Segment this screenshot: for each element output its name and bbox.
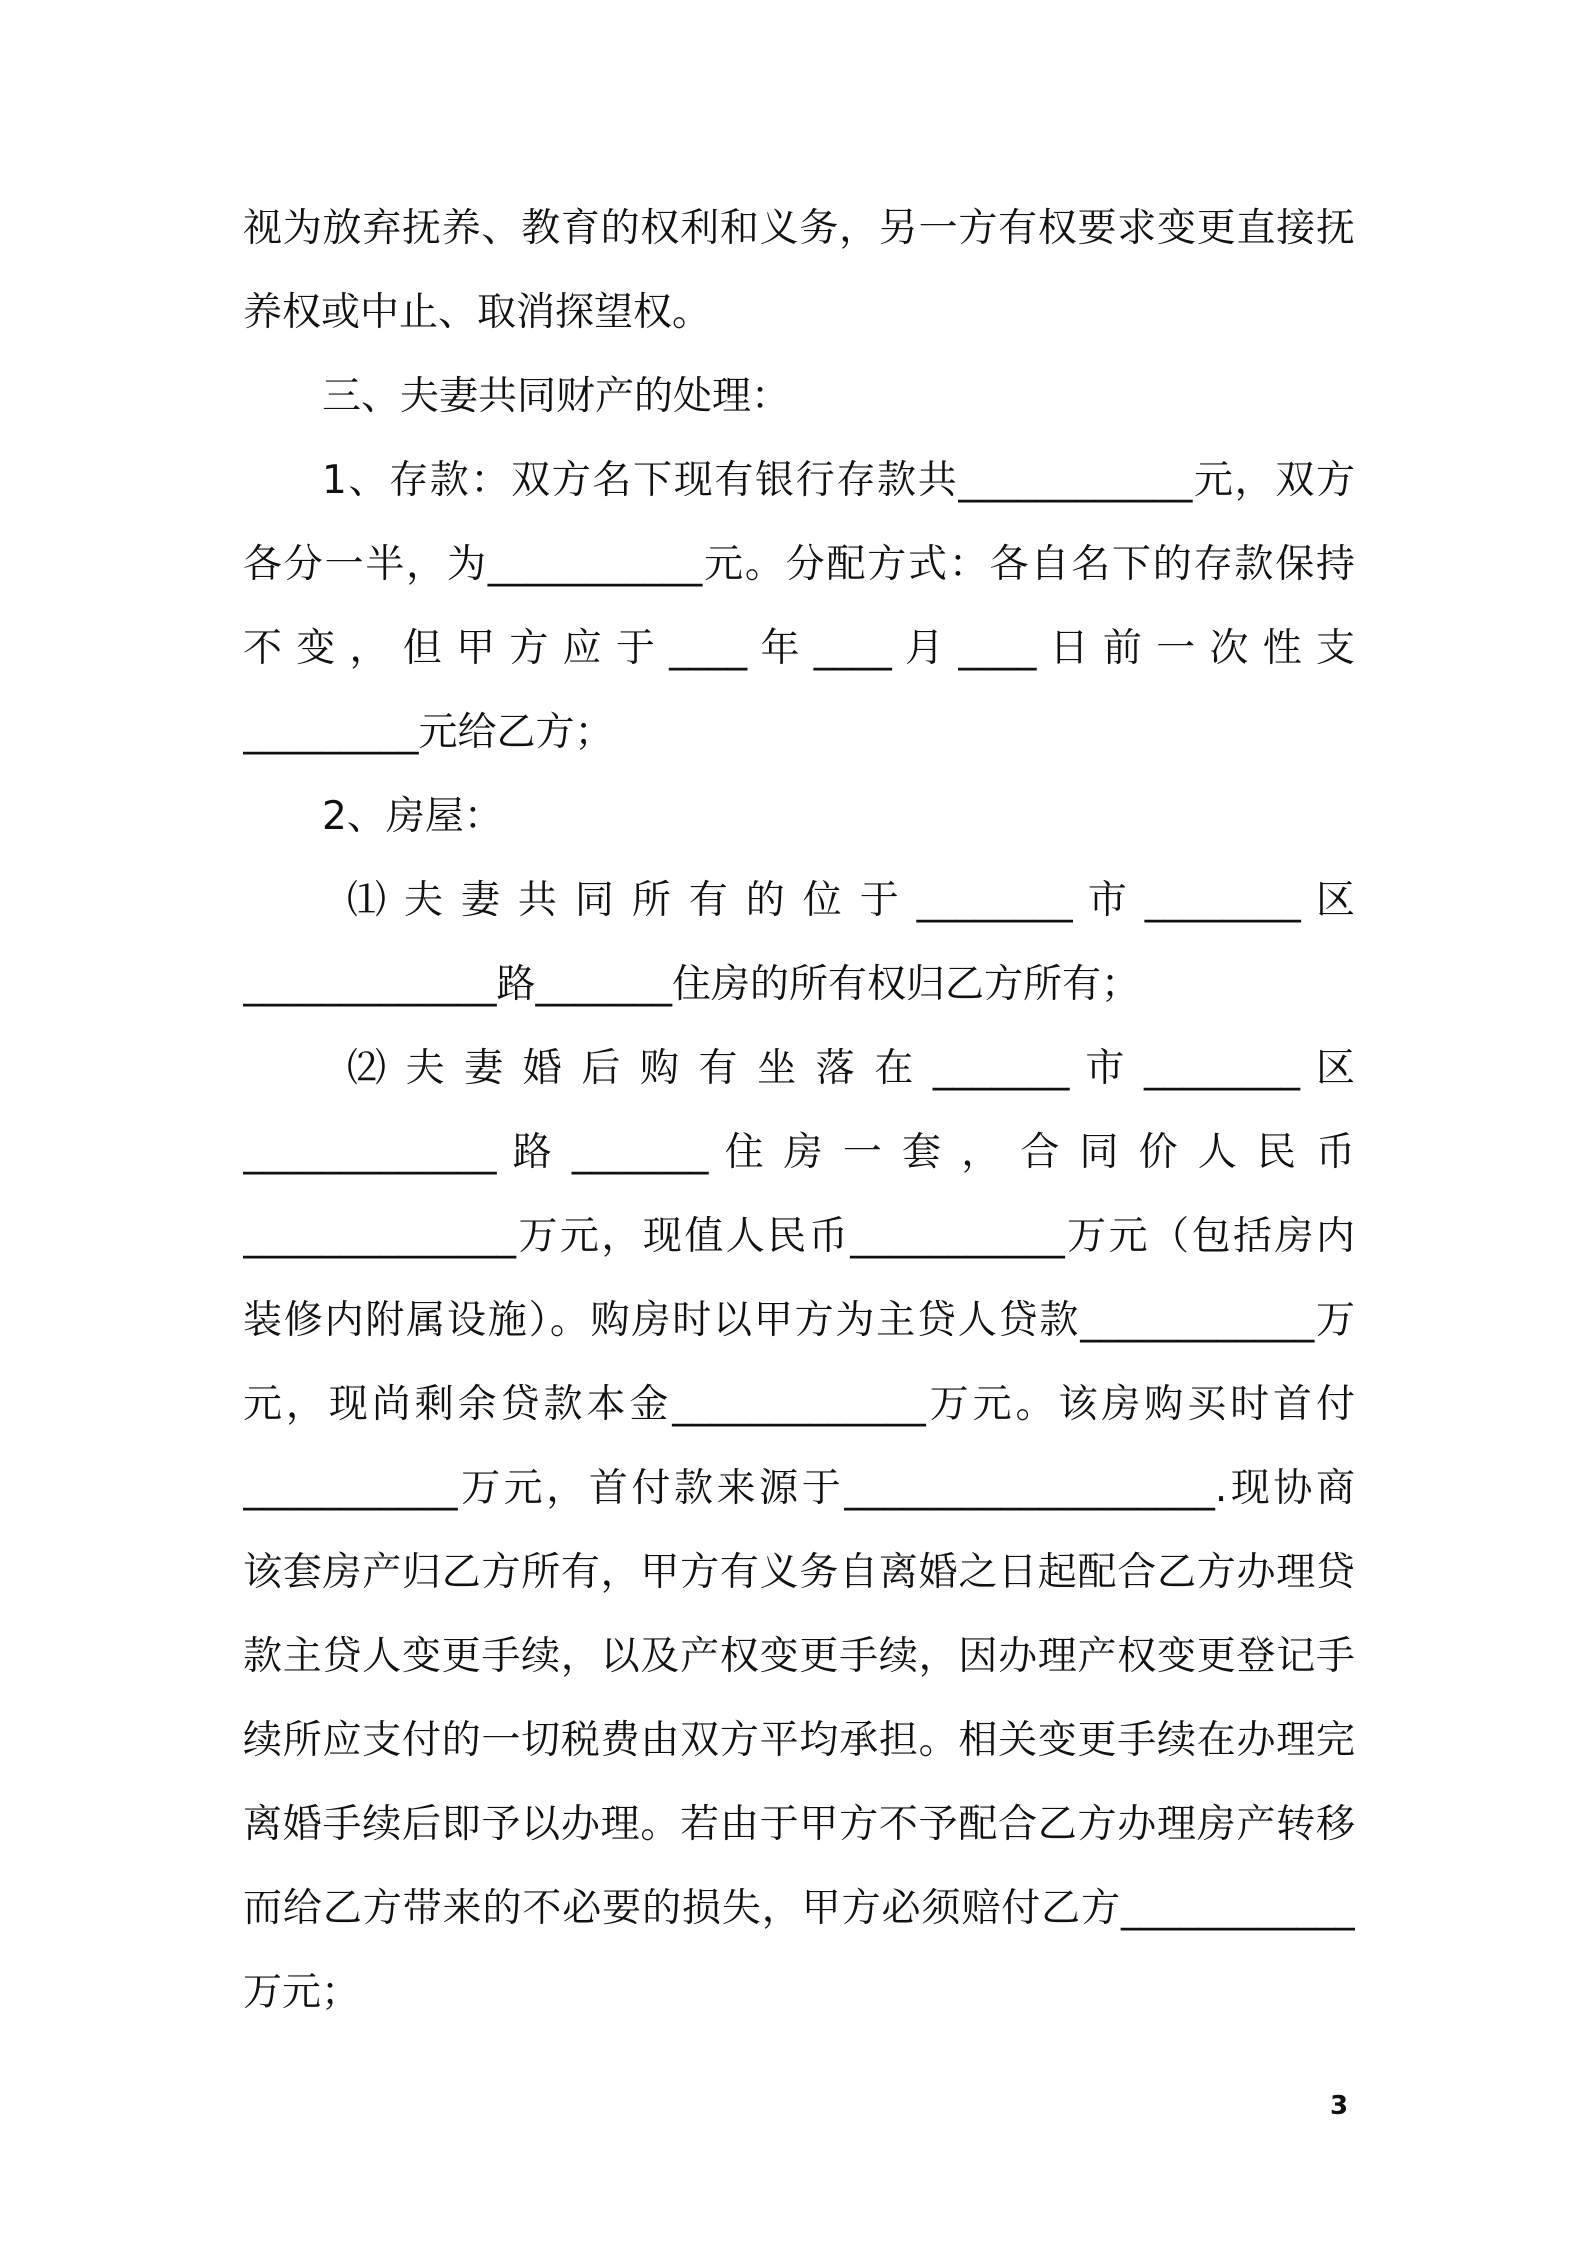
text-line-22: 万元； [243, 1970, 361, 2015]
text-line-16: ___________万元，首付款来源于___________________.现协商 [243, 1466, 1355, 1511]
text-line-10: _____________路_______住房的所有权归乙方所有； [243, 962, 1141, 1007]
text-line-6: 不 变 ， 但 甲 方 应 于 ____ 年 ____ 月 ____ 日 前 一 次 性 支 [243, 626, 1355, 671]
section-heading: 三、夫妻共同财产的处理： [322, 374, 791, 419]
text-line-15: 元，现尚剩余贷款本金_____________万元。该房购买时首付 [243, 1382, 1355, 1427]
text-line-18: 款主贷人变更手续，以及产权变更手续，因办理产权变更登记手 [243, 1634, 1355, 1679]
text-line-8: 2、房屋： [322, 794, 503, 839]
text-line-1: 视为放弃抚养、教育的权利和义务，另一方有权要求变更直接抚 [243, 206, 1355, 251]
text-line-20: 离婚手续后即予以办理。若由于甲方不予配合乙方办理房产转移 [243, 1802, 1355, 1847]
text-line-17: 该套房产归乙方所有，甲方有义务自离婚之日起配合乙方办理贷 [243, 1550, 1355, 1595]
text-line-4: 1、存款：双方名下现有银行存款共____________元，双方 [322, 458, 1355, 503]
text-line-11: ⑵ 夫 妻 婚 后 购 有 坐 落 在 _______ 市 ________ 区 [347, 1046, 1355, 1091]
text-line-2: 养权或中止、取消探望权。 [243, 290, 712, 335]
text-line-13: ______________万元，现值人民币___________万元（包括房内 [243, 1214, 1355, 1259]
text-line-21: 而给乙方带来的不必要的损失，甲方必须赔付乙方____________ [243, 1886, 1355, 1931]
text-line-19: 续所应支付的一切税费由双方平均承担。相关变更手续在办理完 [243, 1718, 1355, 1763]
text-line-9: ⑴ 夫 妻 共 同 所 有 的 位 于 ________ 市 ________ 区 [347, 878, 1355, 923]
text-line-5: 各分一半，为___________元。分配方式：各自名下的存款保持 [243, 542, 1355, 587]
text-line-12: _____________ 路 _______ 住 房 一 套 ， 合 同 价 人 民 币 [243, 1130, 1355, 1175]
text-line-7: _________元给乙方； [243, 710, 614, 755]
page-number: 3 [1330, 2091, 1349, 2121]
text-line-14: 装修内附属设施）。购房时以甲方为主贷人贷款____________万 [243, 1298, 1355, 1343]
